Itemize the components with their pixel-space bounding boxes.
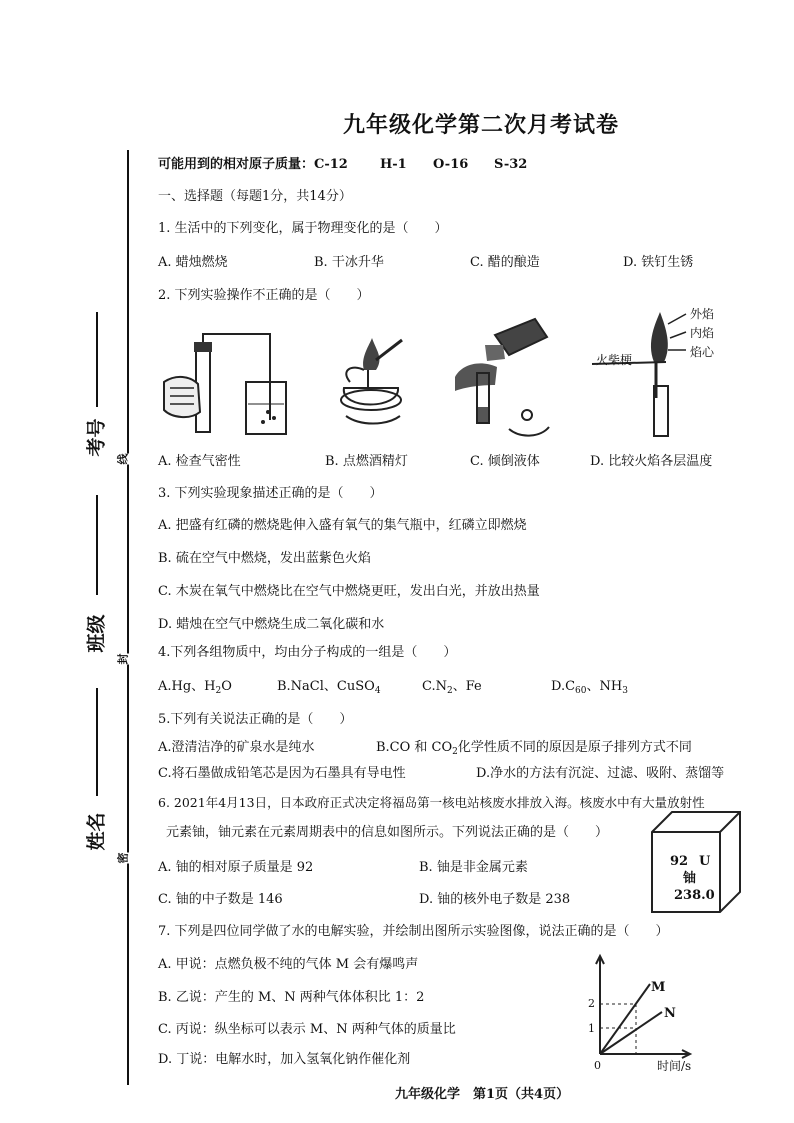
flame-temperature-figure: [590, 302, 730, 442]
graph-xlabel: 时间/s: [657, 1059, 692, 1073]
kaohao-label: 考号: [85, 418, 108, 457]
q1-option-c[interactable]: C. 醋的酿造: [470, 255, 540, 270]
q3-stem: 3. 下列实验现象描述正确的是（ ）: [158, 486, 383, 501]
q7-option-a[interactable]: A. 甲说：点燃负极不纯的气体 M 会有爆鸣声: [158, 957, 419, 972]
element-mass: 238.0: [674, 888, 715, 903]
q2-option-d[interactable]: D. 比较火焰各层温度: [590, 454, 713, 469]
lighting-alcohol-lamp-figure: [330, 330, 420, 440]
atomic-mass-s: S-32: [494, 157, 528, 172]
element-number: 92: [670, 854, 689, 869]
q3-option-d[interactable]: D. 蜡烛在空气中燃烧生成二氧化碳和水: [158, 617, 385, 632]
q6-option-c[interactable]: C. 铀的中子数是 146: [158, 892, 283, 907]
q2-option-b[interactable]: B. 点燃酒精灯: [325, 454, 408, 469]
section-heading: 一、选择题（每题1分，共14分）: [158, 189, 352, 204]
page-title: 九年级化学第二次月考试卷: [343, 112, 620, 138]
match-label: 火柴梗: [596, 353, 633, 367]
element-name: 铀: [683, 871, 697, 886]
graph-tick-1: 1: [588, 1022, 595, 1035]
graph-label-n: N: [664, 1006, 676, 1021]
q7-option-d[interactable]: D. 丁说：电解水时，加入氢氧化钠作催化剂: [158, 1052, 411, 1067]
graph-origin: 0: [594, 1059, 601, 1072]
kaohao-blank[interactable]: [96, 312, 98, 407]
banji-label: 班级: [85, 614, 108, 653]
q5-stem: 5.下列有关说法正确的是（ ）: [158, 712, 353, 727]
banji-blank[interactable]: [96, 495, 98, 595]
q1-stem: 1. 生活中的下列变化，属于物理变化的是（ ）: [158, 221, 448, 236]
seal-feng: 封: [116, 653, 130, 665]
seal-xian: 线: [116, 453, 130, 465]
q4-option-c[interactable]: $C.N_2$、Fe: [422, 679, 482, 696]
binding-line: [127, 150, 129, 1085]
airtightness-check-figure: [160, 330, 290, 440]
xingming-label: 姓名: [85, 812, 108, 851]
q5-option-b[interactable]: B.CO 和 $CO_2$化学性质不同的原因是原子排列方式不同: [376, 740, 692, 757]
pouring-liquid-figure: [455, 315, 555, 440]
q6-option-d[interactable]: D. 铀的核外电子数是 238: [419, 892, 571, 907]
q1-option-b[interactable]: B. 干冰升华: [314, 255, 384, 270]
q2-option-c[interactable]: C. 倾倒液体: [470, 454, 540, 469]
q5-option-c[interactable]: C.将石墨做成铅笔芯是因为石墨具有导电性: [158, 766, 406, 781]
element-symbol: U: [699, 854, 711, 869]
q6-stem-line1: 6. 2021年4月13日，日本政府正式决定将福岛第一核电站核废水排放入海。核废水中有大量放射性: [158, 795, 705, 810]
q1-option-a[interactable]: A. 蜡烛燃烧: [158, 255, 228, 270]
graph-tick-2: 2: [588, 997, 595, 1010]
flame-inner-label: 内焰: [690, 326, 715, 340]
q4-option-b[interactable]: B.NaCl、CuSO$_4$: [277, 679, 381, 696]
atomic-mass-h: H-1: [380, 157, 407, 172]
seal-mi: 密: [116, 852, 130, 864]
atomic-mass-line: 可能用到的相对原子质量：C-12: [158, 157, 348, 172]
q6-option-a[interactable]: A. 铀的相对原子质量是 92: [158, 860, 314, 875]
q2-option-a[interactable]: A. 检查气密性: [158, 454, 241, 469]
q1-option-d[interactable]: D. 铁钉生锈: [623, 255, 694, 270]
xingming-blank[interactable]: [96, 688, 98, 796]
electrolysis-graph: [586, 954, 696, 1064]
q6-option-b[interactable]: B. 铀是非金属元素: [419, 860, 528, 875]
q3-option-b[interactable]: B. 硫在空气中燃烧，发出蓝紫色火焰: [158, 551, 371, 566]
q5-option-a[interactable]: A.澄清洁净的矿泉水是纯水: [158, 740, 315, 755]
q4-option-d[interactable]: $D.C_{60}$、$NH_3$: [551, 679, 628, 696]
q4-stem: 4.下列各组物质中，均由分子构成的一组是（ ）: [158, 645, 457, 660]
q3-option-c[interactable]: C. 木炭在氧气中燃烧比在空气中燃烧更旺，发出白光，并放出热量: [158, 584, 540, 599]
q7-option-b[interactable]: B. 乙说：产生的 M、N 两种气体体积比 1：2: [158, 990, 425, 1005]
atomic-mass-o: O-16: [433, 157, 469, 172]
q4-option-a[interactable]: A.Hg、$H_2O$: [158, 679, 232, 696]
q3-option-a[interactable]: A. 把盛有红磷的燃烧匙伸入盛有氧气的集气瓶中，红磷立即燃烧: [158, 518, 527, 533]
q7-option-c[interactable]: C. 丙说：纵坐标可以表示 M、N 两种气体的质量比: [158, 1022, 456, 1037]
q7-stem: 7. 下列是四位同学做了水的电解实验，并绘制出图所示实验图像，说法正确的是（ ）: [158, 924, 669, 939]
q2-stem: 2. 下列实验操作不正确的是（ ）: [158, 288, 370, 303]
graph-label-m: M: [651, 980, 666, 995]
flame-outer-label: 外焰: [690, 307, 715, 321]
q6-stem-line2: 元素铀，铀元素在元素周期表中的信息如图所示。下列说法正确的是（ ）: [166, 825, 609, 840]
page-footer: 九年级化学 第1页（共4页）: [395, 1087, 570, 1102]
flame-core-label: 焰心: [690, 345, 715, 359]
q5-option-d[interactable]: D.净水的方法有沉淀、过滤、吸附、蒸馏等: [476, 766, 725, 781]
